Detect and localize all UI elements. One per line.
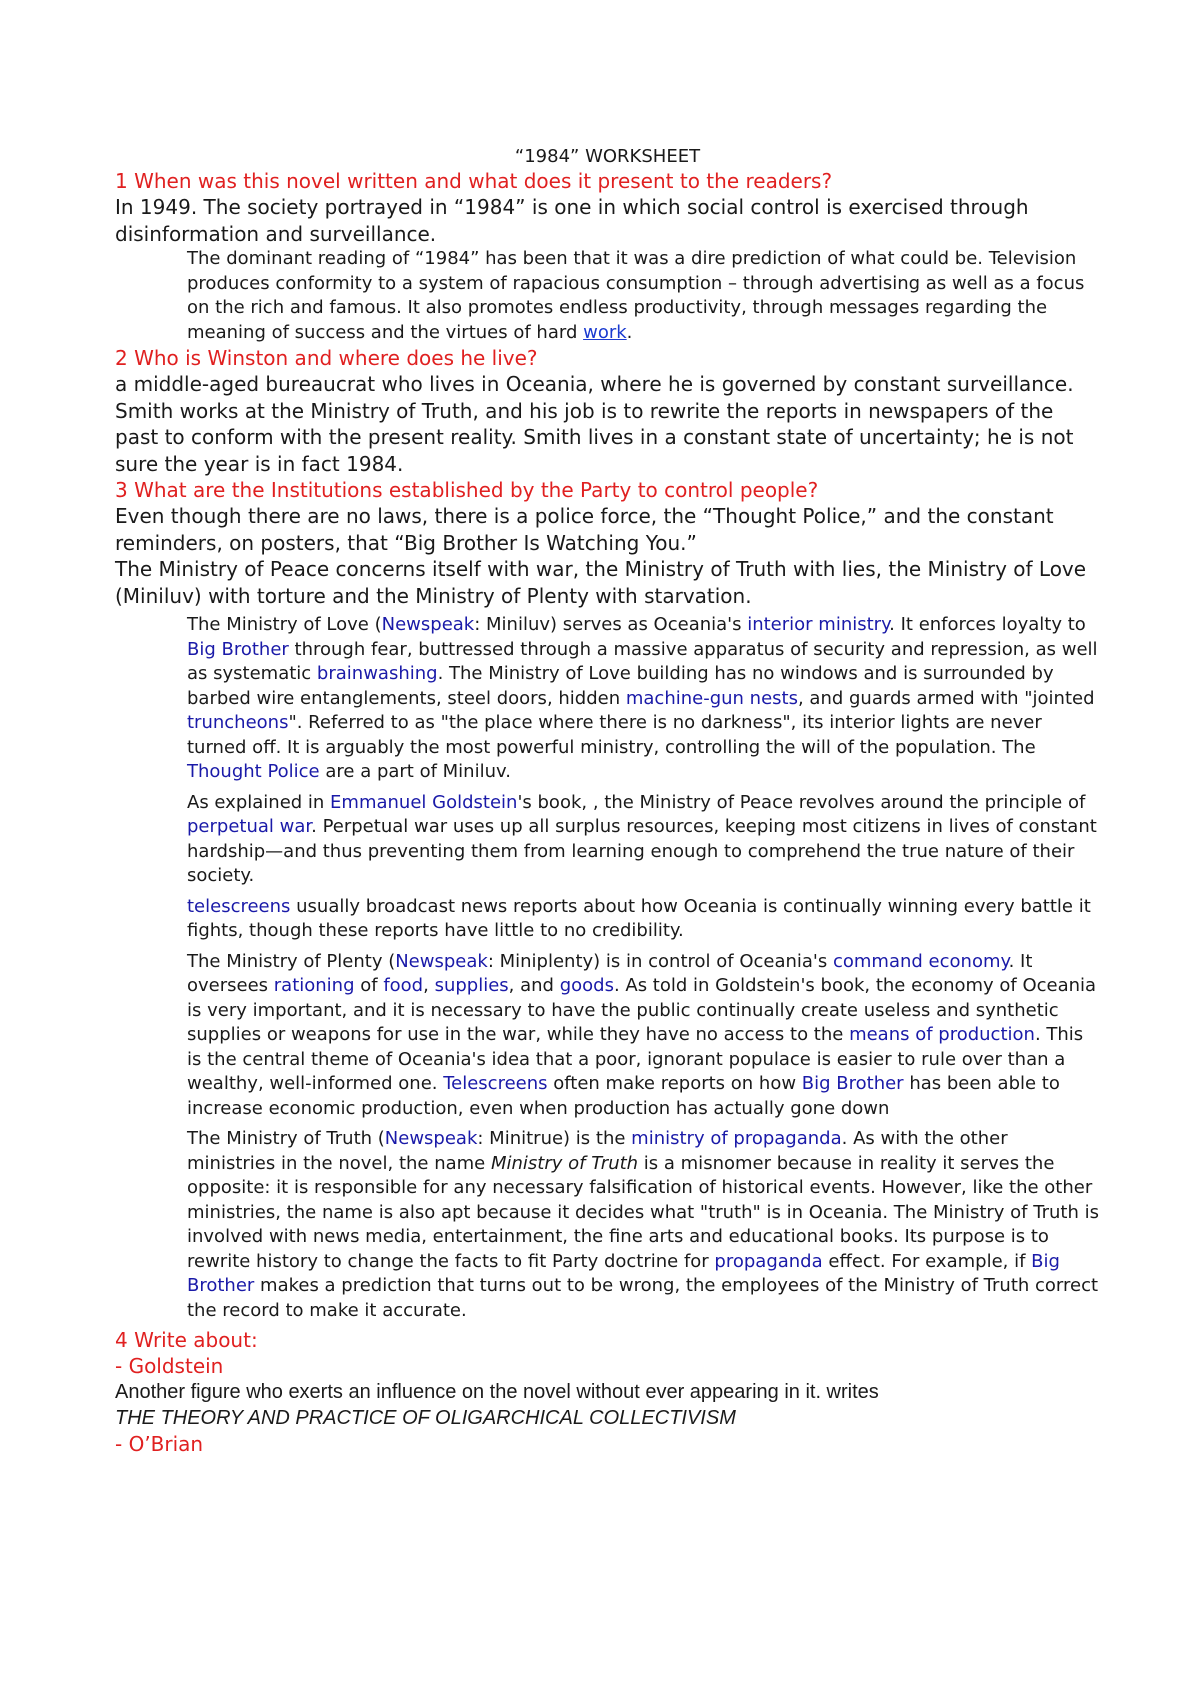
question-4: 4 Write about: bbox=[115, 1328, 258, 1352]
worksheet-content bbox=[115, 146, 1100, 1457]
telescreens-link[interactable]: Telescreens bbox=[443, 1073, 548, 1094]
interior-ministry-link[interactable]: interior ministry bbox=[747, 614, 890, 635]
machine-gun-nests-link[interactable]: machine-gun nests bbox=[625, 687, 798, 709]
answer-3-police: Even though there are no laws, there is a police force, the “Thought Police,” and the constant reminders, on posters, that “Big Brother Is Watching You.” bbox=[115, 504, 1054, 555]
ministry-of-love-paragraph: The Ministry of Love (Newspeak: Miniluv) serves as Oceania's interior ministry. It enforces loyalty to Big Brother through fear, buttressed through a massive apparatus of security and repression, as well as systematic brainwashing. The Ministry of Love building has no windows and is surrounded by barbed wire entanglements, steel doors, hidden machine-gun nests, and guards armed with "jointed truncheons". Referred to as "the place where there is no darkness", its interior lights are never turned off. It is arguably the most powerful ministry, controlling the will of the population. The Thought Police are a part of Miniluv. bbox=[187, 614, 1098, 782]
food-link[interactable]: food bbox=[383, 975, 424, 996]
answer-1: In 1949. The society portrayed in “1984” is one in which social control is exercised through disinformation and surveillance. bbox=[115, 195, 1029, 246]
goods-link[interactable]: goods bbox=[559, 975, 614, 996]
worksheet-title: “1984” WORKSHEET bbox=[514, 146, 701, 167]
ministry-of-plenty-paragraph: The Ministry of Plenty (Newspeak: Miniplenty) is in control of Oceania's command economy. It oversees rationing of food, supplies, and goods. As told in Goldstein's book, the economy of Oceania is very important, and it is necessary to have the public continually create useless and synthetic supplies or weapons for use in the war, while they have no access to the means of production. This is the central theme of Oceania's idea that a poor, ignorant populace is easier to rule over than a wealthy, well-informed one. Telescreens often make reports on how Big Brother has been able to increase economic production, even when production has actually gone down bbox=[187, 950, 1097, 1119]
quote-dominant-reading: The dominant reading of “1984” has been that it was a dire prediction of what could be. Television produces conformity to a system of rapacious consumption – through advertising as well as a focus on the rich and famous. It also promotes endless productivity, through messages regarding the meaning of success and the virtues of hard work. bbox=[187, 248, 1085, 343]
telescreens-paragraph: telescreens usually broadcast news reports about how Oceania is continually winning every battle it fights, though these reports have little to no credibility. bbox=[187, 895, 1091, 941]
command-economy-link[interactable]: command economy bbox=[832, 950, 1009, 972]
answer-3-ministries: The Ministry of Peace concerns itself with war, the Ministry of Truth with lies, the Ministry of Love (Miniluv) with torture and the Ministry of Plenty with starvation. bbox=[115, 557, 1087, 608]
propaganda-link[interactable]: propaganda bbox=[714, 1250, 823, 1272]
telescreens-link[interactable]: telescreens bbox=[187, 895, 291, 917]
big-brother-link[interactable]: Big Brother bbox=[187, 638, 289, 660]
question-2: 2 Who is Winston and where does he live? bbox=[115, 346, 538, 370]
big-brother-link[interactable]: Big Brother bbox=[187, 1250, 1060, 1296]
rationing-link[interactable]: rationing bbox=[273, 975, 355, 996]
newspeak-link[interactable]: Newspeak bbox=[384, 1128, 478, 1149]
emmanuel-goldstein-link[interactable]: Emmanuel Goldstein bbox=[330, 791, 518, 813]
ministry-of-truth-italic: Ministry of Truth bbox=[490, 1152, 639, 1174]
big-brother-link[interactable]: Big Brother bbox=[801, 1073, 904, 1094]
brainwashing-link[interactable]: brainwashing bbox=[316, 663, 438, 684]
question-1: 1 When was this novel written and what does it present to the readers? bbox=[115, 169, 833, 193]
item-obrian: - O’Brian bbox=[115, 1432, 204, 1456]
newspeak-link[interactable]: Newspeak bbox=[381, 614, 475, 635]
work-link[interactable]: work bbox=[583, 321, 627, 343]
question-3: 3 What are the Institutions established by the Party to control people? bbox=[115, 478, 819, 502]
truncheons-link[interactable]: truncheons bbox=[187, 712, 289, 733]
perpetual-war-link[interactable]: perpetual war bbox=[187, 816, 312, 837]
item-goldstein: - Goldstein bbox=[115, 1354, 224, 1378]
thought-police-link[interactable]: Thought Police bbox=[187, 761, 320, 782]
means-of-production-link[interactable]: means of production bbox=[849, 1024, 1035, 1045]
goldstein-answer: Another figure who exerts an influence on the novel without ever appearing in it. writes bbox=[115, 1381, 879, 1403]
ministry-of-propaganda-link[interactable]: ministry of propaganda bbox=[631, 1128, 842, 1149]
answer-2: a middle-aged bureaucrat who lives in Oceania, where he is governed by constant surveillance. Smith works at the Ministry of Truth, and his job is to rewrite the reports in newspapers of the past to conform with the present reality. Smith lives in a constant state of uncertainty; he is not sure the year is in fact 1984. bbox=[115, 372, 1074, 476]
newspeak-link[interactable]: Newspeak bbox=[395, 950, 488, 972]
ministry-of-peace-paragraph: As explained in Emmanuel Goldstein's book, , the Ministry of Peace revolves around the principle of perpetual war. Perpetual war uses up all surplus resources, keeping most citizens in lives of constant hardship—and thus preventing them from learning enough to comprehend the true nature of their society. bbox=[187, 791, 1097, 886]
supplies-link[interactable]: supplies bbox=[434, 975, 509, 996]
goldstein-book-title: THE THEORY AND PRACTICE OF OLIGARCHICAL COLLECTIVISM bbox=[115, 1407, 736, 1429]
ministry-of-truth-paragraph: The Ministry of Truth (Newspeak: Minitrue) is the ministry of propaganda. As with the other ministries in the novel, the name Ministry of Truth is a misnomer because in reality it serves the opposite: it is responsible for any necessary falsification of historical events. However, like the other ministries, the name is also apt because it decides what "truth" is in Oceania. The Ministry of Truth is involved with news media, entertainment, the fine arts and educational books. Its purpose is to rewrite history to change the facts to fit Party doctrine for propaganda effect. For example, if Big Brother makes a prediction that turns out to be wrong, the employees of the Ministry of Truth correct the record to make it accurate. bbox=[187, 1128, 1099, 1321]
